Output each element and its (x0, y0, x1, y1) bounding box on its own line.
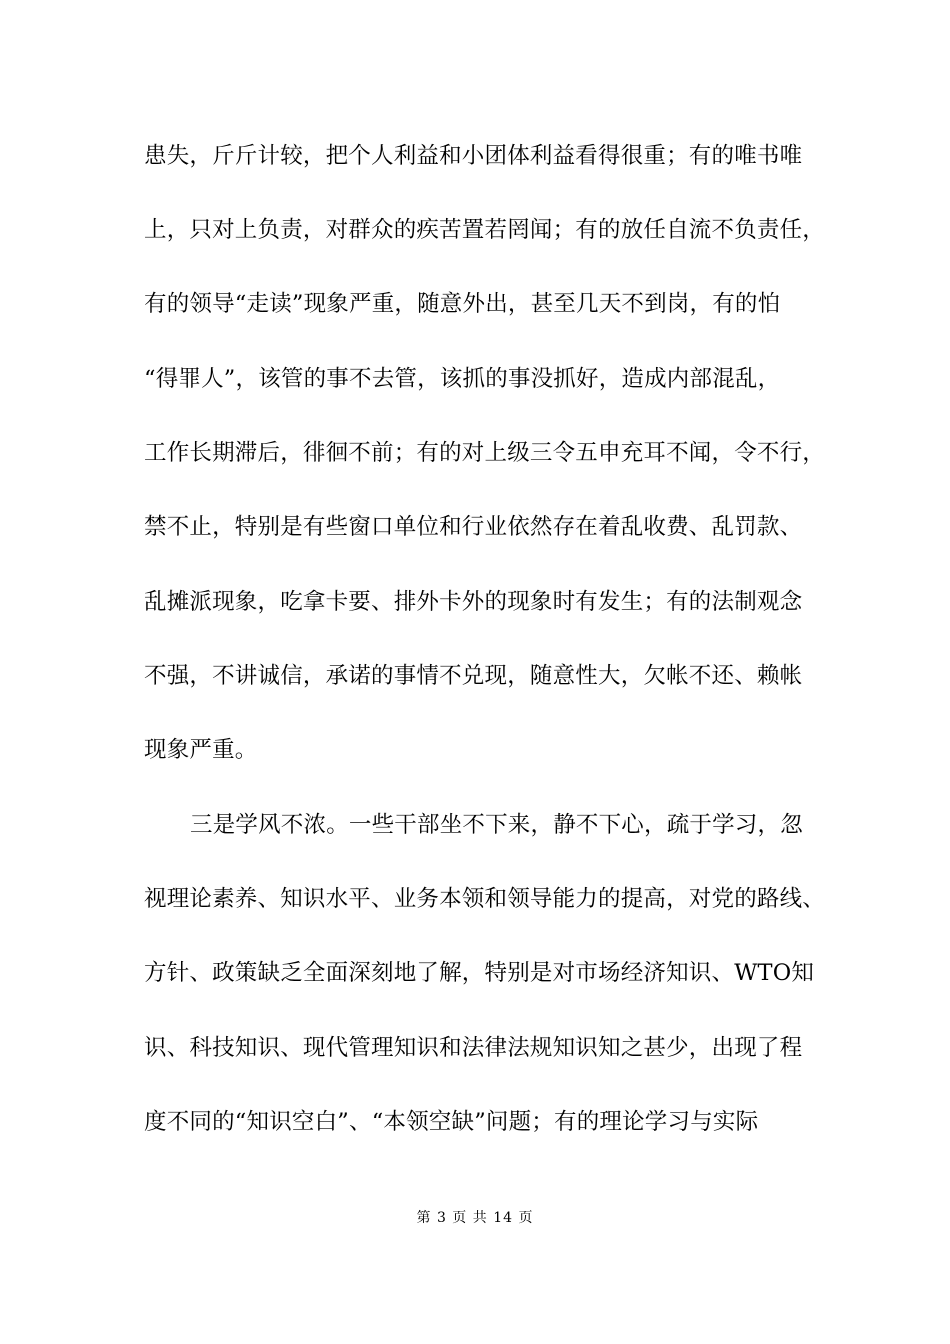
text-line: 禁不止，特别是有些窗口单位和行业依然存在着乱收费、乱罚款、 (144, 514, 803, 540)
text-line: 乱摊派现象，吃拿卡要、排外卡外的现象时有发生；有的法制观念 (144, 589, 803, 615)
text-line: 视理论素养、知识水平、业务本领和领导能力的提高，对党的路线、 (144, 886, 826, 912)
paragraph-first-line: 三是学风不浓。一些干部坐不下来，静不下心，疏于学习，忽 (190, 812, 803, 838)
text-line: 度不同的“知识空白”、“本领空缺”问题；有的理论学习与实际 (144, 1109, 759, 1135)
page-number-footer: 第 3 页 共 14 页 (416, 1210, 534, 1226)
text-line: 识、科技知识、现代管理知识和法律法规知识知之甚少，出现了程 (144, 1035, 803, 1061)
text-line: 上，只对上负责，对群众的疾苦置若罔闻；有的放任自流不负责任， (144, 217, 826, 243)
text-line: 有的领导“走读”现象严重，随意外出，甚至几天不到岗，有的怕 (144, 291, 781, 317)
text-line: 方针、政策缺乏全面深刻地了解，特别是对市场经济知识、WTO知 (144, 960, 815, 986)
text-line: 工作长期滞后，徘徊不前；有的对上级三令五申充耳不闻，令不行， (144, 440, 826, 466)
text-line: “得罪人”，该管的事不去管，该抓的事没抓好，造成内部混乱， (144, 366, 781, 392)
text-line: 现象严重。 (144, 737, 258, 763)
text-line: 不强，不讲诚信，承诺的事情不兑现，随意性大，欠帐不还、赖帐 (144, 663, 803, 689)
text-line: 患失，斤斤计较，把个人利益和小团体利益看得很重；有的唯书唯 (144, 143, 803, 169)
